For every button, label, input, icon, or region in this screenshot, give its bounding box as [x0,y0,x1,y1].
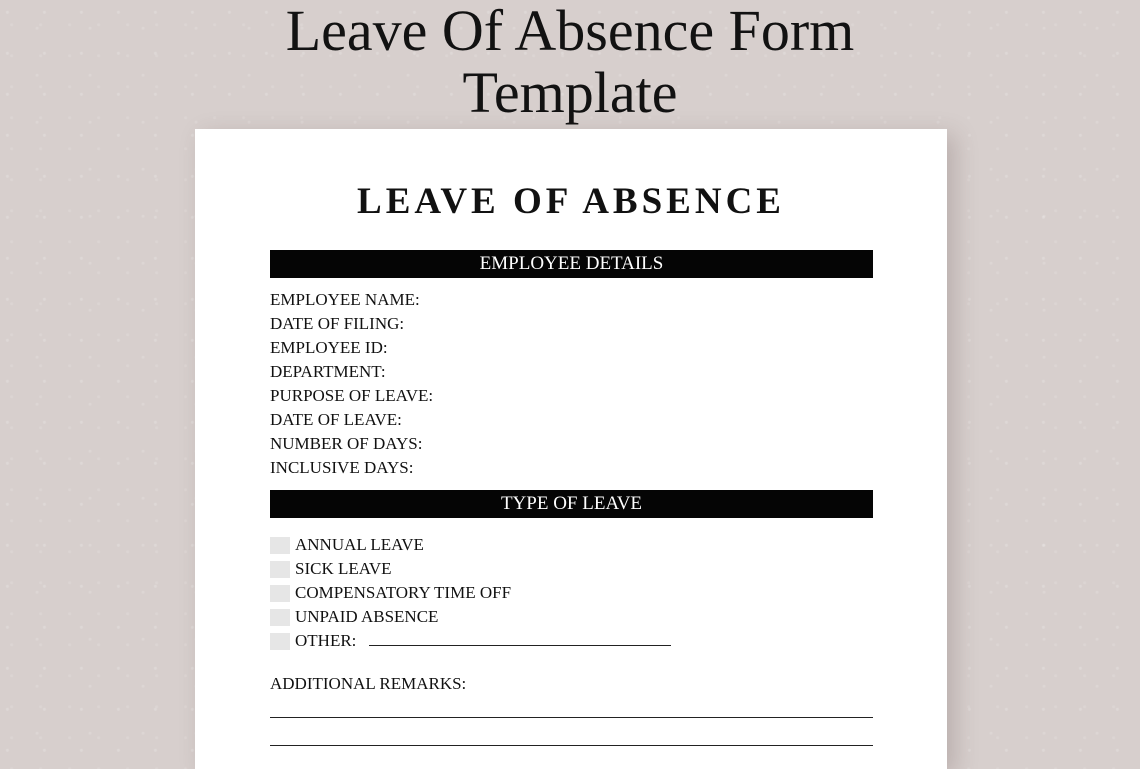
field-number-of-days[interactable]: NUMBER OF DAYS: [270,434,423,453]
compensatory-time-off-checkbox[interactable] [270,585,290,602]
unpaid-absence-checkbox[interactable] [270,609,290,626]
page-headline [0,0,1140,124]
headline-line-1: Leave Of Absence Form [285,0,855,63]
form-title: LEAVE OF ABSENCE [357,181,785,222]
option-label: ANNUAL LEAVE [295,535,424,554]
field-date-of-filing[interactable]: DATE OF FILING: [270,314,405,333]
option-label: UNPAID ABSENCE [295,607,439,626]
option-label: COMPENSATORY TIME OFF [295,583,512,602]
field-purpose-of-leave[interactable]: PURPOSE OF LEAVE: [270,386,434,405]
remarks-write-line[interactable] [270,745,873,746]
field-employee-name[interactable]: EMPLOYEE NAME: [270,290,420,309]
option-label: SICK LEAVE [295,559,392,578]
leave-type-options [270,533,870,653]
option-annual-leave[interactable] [270,533,870,557]
additional-remarks-label: ADDITIONAL REMARKS: [270,674,467,693]
sick-leave-checkbox[interactable] [270,561,290,578]
other-write-in-line[interactable] [369,633,671,646]
option-sick-leave[interactable] [270,557,870,581]
option-other[interactable] [270,629,870,653]
field-inclusive-days[interactable]: INCLUSIVE DAYS: [270,458,414,477]
option-label: OTHER: [295,631,357,650]
remarks-write-line[interactable] [270,717,873,718]
field-date-of-leave[interactable]: DATE OF LEAVE: [270,410,402,429]
field-department[interactable]: DEPARTMENT: [270,362,386,381]
employee-fields [270,288,870,480]
type-of-leave-header: TYPE OF LEAVE [270,490,873,518]
other-checkbox[interactable] [270,633,290,650]
annual-leave-checkbox[interactable] [270,537,290,554]
form-sheet [195,129,947,769]
headline-line-2: Template [462,60,678,125]
option-unpaid-absence[interactable] [270,605,870,629]
employee-details-header: EMPLOYEE DETAILS [270,250,873,278]
field-employee-id[interactable]: EMPLOYEE ID: [270,338,388,357]
option-compensatory-time-off[interactable] [270,581,870,605]
